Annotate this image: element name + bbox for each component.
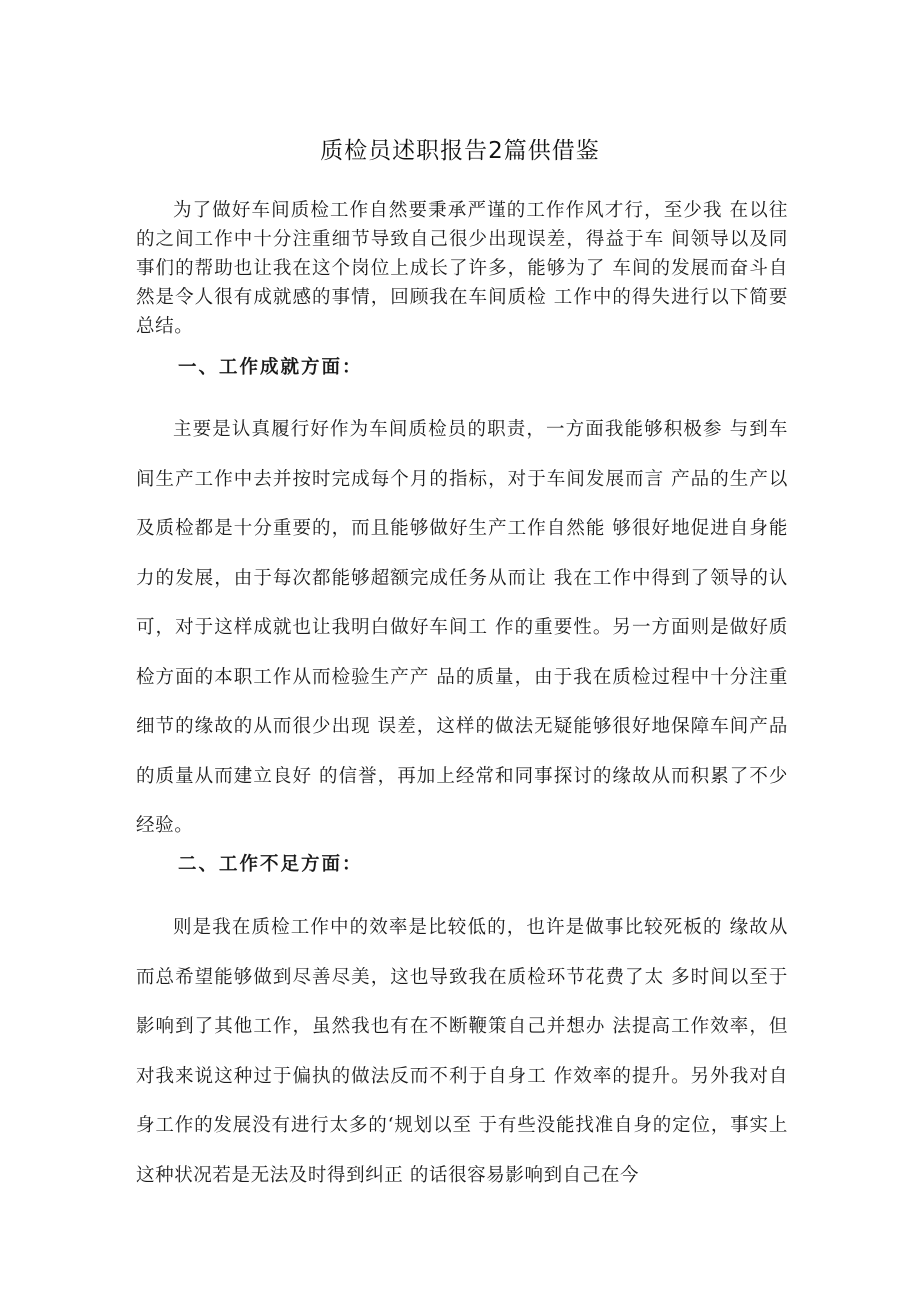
section-heading-shortcomings: 二、工作不足方面： (178, 854, 363, 875)
section-heading-achievements: 一、工作成就方面： (178, 357, 363, 378)
section-body-shortcomings: 则是我在质检工作中的效率是比较低的，也许是做事比较死板的 缘故从而总希望能够做到尽善尽美，这也导致我在质检环节花费了太 多时间以至于影响到了其他工作，虽然我也有在不断鞭策自己并想办 法提高工作效率，但对我来说这种过于偏执的做法反而不利于自身工 作效率的提升。另外我对自身工作的发展没有进行太多的‘规划以至 于有些没能找准自身的定位，事实上这种状况若是无法及时得到纠正 的话很容易影响到自己在今 (136, 917, 788, 1186)
document-title: 质检员述职报告2篇供借鉴 (320, 138, 600, 164)
section-body-achievements: 主要是认真履行好作为车间质检员的职责，一方面我能够积极参 与到车间生产工作中去并按时完成每个月的指标，对于车间发展而言 产品的生产以及质检都是十分重要的，而且能够做好生产工作自然能 够很好地促进自身能力的发展，由于每次都能够超额完成任务从而让 我在工作中得到了领导的认可，对于这样成就也让我明白做好车间工 作的重要性。另一方面则是做好质检方面的本职工作从而检验生产产 品的质量，由于我在质检过程中十分注重细节的缘故的从而很少出现 误差，这样的做法无疑能够很好地保障车间产品的质量从而建立良好 的信誉，再加上经常和同事探讨的缘故从而积累了不少经验。 (136, 419, 788, 836)
intro-paragraph: 为了做好车间质检工作自然要秉承严谨的工作作风才行，至少我 在以往的之间工作中十分注重细节导致自己很少出现误差，得益于车 间领导以及同事们的帮助也让我在这个岗位上成长了许多，能够为了 车间的发展而奋斗自然是令人很有成就感的事情，回顾我在车间质检 工作中的得失进行以下简要总结。 (136, 200, 788, 337)
